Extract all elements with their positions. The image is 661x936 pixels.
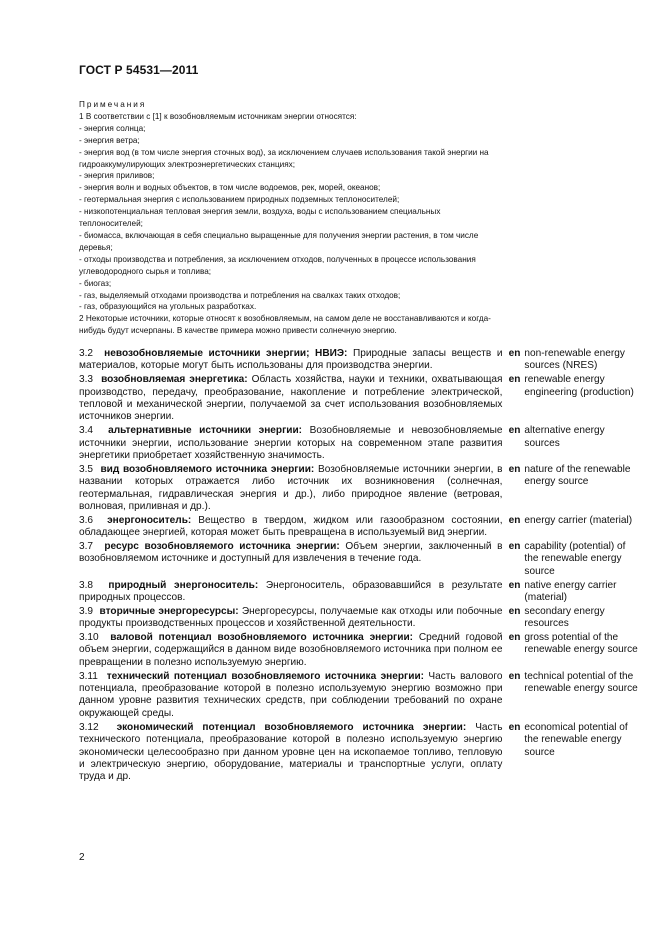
- notes-line: - энергия вод (в том числе энергия сточных вод), за исключением случаев использования такой энергии на гидроаккумулирующих электроэнергетических станциях;: [79, 147, 489, 169]
- notes-line: 2 Некоторые источники, которые относят к возобновляемым, на самом деле не восстанавливаются и когда-нибудь будут исчерпаны. В качестве примера можно привести солнечную энергию.: [79, 314, 491, 336]
- term-number: 3.5: [79, 463, 94, 475]
- lang-label: en: [508, 632, 521, 644]
- notes-line: - энергия ветра;: [79, 135, 140, 145]
- term-english: secondary energy resources: [524, 605, 605, 630]
- notes-line: - энергия волн и водных объектов, в том числе водоемов, рек, морей, океанов;: [79, 183, 381, 193]
- term-number: 3.11: [79, 670, 98, 682]
- term-english: nature of the renewable energy source: [524, 463, 631, 488]
- term-title: энергоноситель:: [107, 514, 192, 526]
- term-entry: [79, 671, 642, 721]
- term-title: вид возобновляемого источника энергии:: [100, 463, 315, 475]
- lang-label: en: [508, 425, 521, 437]
- term-definition: Средний годовой объем энергии, содержащийся в данном виде возобновляемого источника при полном ее превращении в полезно используемую энергию.: [79, 632, 503, 668]
- term-entry: [79, 464, 642, 514]
- term-title: возобновляемая энергетика:: [101, 374, 248, 386]
- term-english: economical potential of the renewable energy source: [524, 721, 628, 758]
- notes-line: - энергия солнца;: [79, 123, 146, 133]
- term-english: capability (potential) of the renewable energy source: [524, 541, 626, 577]
- lang-label: en: [508, 721, 521, 733]
- term-title: альтернативные источники энергии:: [108, 425, 303, 437]
- lang-label: en: [508, 374, 521, 386]
- term-definition: Энергоресурсы, получаемые как отходы или побочные продукты производственных процессов и хозяйственной деятельности.: [79, 605, 503, 630]
- term-definition: Природные запасы веществ и материалов, которые могут быть использованы для производства энергии.: [79, 348, 503, 372]
- page-number: 2: [79, 852, 85, 863]
- term-number: 3.12: [79, 721, 99, 733]
- term-entry: [79, 580, 642, 605]
- lang-label: en: [508, 463, 521, 475]
- term-entry: [79, 348, 642, 373]
- term-number: 3.8: [79, 579, 94, 591]
- lang-label: en: [508, 514, 521, 526]
- term-definition: Энергоноситель, образовавшийся в результате природных процессов.: [79, 579, 503, 604]
- term-definition: Возобновляемые и невозобновляемые источники энергии, использование энергии которых на современном этапе развития энергетики приобретает хозяйственную значимость.: [79, 425, 503, 462]
- term-number: 3.7: [79, 541, 94, 553]
- lang-label: en: [508, 348, 521, 359]
- term-title: ресурс возобновляемого источника энергии:: [104, 541, 340, 553]
- term-english: non-renewable energy sources (NRES): [524, 348, 625, 372]
- lang-label: en: [508, 541, 521, 553]
- term-entry: [79, 541, 642, 578]
- terms-list: [79, 348, 642, 785]
- term-definition: Возобновляемые источники энергии, в названии которых отражается либо источник их возникновения (солнечная, геотермальная, гидравлическая энергия и др.), либо природное явление (ветровая, волновая, приливная и др.).: [79, 463, 503, 513]
- term-number: 3.6: [79, 514, 94, 526]
- term-english: renewable energy engineering (production): [524, 374, 634, 398]
- term-definition: Часть технического потенциала, преобразование которой в полезно используемую энергию экономически целесообразно при данном уровне цен на ископаемое топливо, тепловую и электрическую энергию, оборудование, материалы и транспортные услуги, оплату труда и др.: [79, 721, 503, 783]
- term-number: 3.3: [79, 374, 94, 386]
- term-number: 3.2: [79, 348, 94, 359]
- term-number: 3.4: [79, 425, 94, 437]
- term-title: валовой потенциал возобновляемого источника энергии:: [110, 632, 414, 644]
- term-entry: [79, 374, 642, 424]
- notes-line: - геотермальная энергия с использованием природных подземных теплоносителей;: [79, 195, 400, 205]
- term-entry: [79, 606, 642, 631]
- term-definition: Вещество в твердом, жидком или газообразном состоянии, обладающее энергией, которая может быть превращена в используемый вид энергии.: [79, 514, 503, 539]
- term-entry: [79, 425, 642, 462]
- term-english: gross potential of the renewable energy source: [524, 632, 638, 656]
- term-english: energy carrier (material): [524, 514, 633, 526]
- notes-block: [79, 99, 505, 337]
- term-title: природный энергоноситель:: [108, 579, 259, 591]
- term-definition: Объем энергии, заключенный в возобновляемом источнике и доступный для извлечения в течение года.: [79, 541, 503, 565]
- term-english: technical potential of the renewable energy source: [524, 670, 638, 695]
- notes-line: - газ, образующийся на угольных разработках.: [79, 302, 257, 312]
- lang-label: en: [508, 579, 521, 591]
- term-title: технический потенциал возобновляемого источника энергии:: [106, 670, 425, 682]
- notes-line: - биогаз;: [79, 278, 112, 288]
- term-title: вторичные энергоресурсы:: [99, 605, 239, 617]
- term-title: невозобновляемые источники энергии; НВИЭ:: [104, 348, 348, 359]
- term-english: native energy carrier (material): [524, 579, 617, 604]
- notes-line: - отходы производства и потребления, за исключением отходов, полученных в процессе использования углеводородного сырья и топлива;: [79, 254, 476, 276]
- notes-title: Примечания: [79, 100, 147, 109]
- notes-line: 1 В соответствии с [1] к возобновляемым источникам энергии относятся:: [79, 111, 357, 121]
- notes-line: - низкопотенциальная тепловая энергия земли, воздуха, воды с использованием специальных теплоносителей;: [79, 207, 441, 229]
- term-number: 3.9: [79, 605, 94, 617]
- term-entry: [79, 632, 642, 669]
- term-definition: Область хозяйства, науки и техники, охватывающая производство, передачу, преобразование, накопление и потребление электрической, тепловой и механической энергии, получаемой за счет использования возобновляемых источников энергии.: [79, 374, 503, 423]
- term-number: 3.10: [79, 632, 99, 644]
- term-title: экономический потенциал возобновляемого источника энергии:: [116, 721, 467, 733]
- lang-label: en: [508, 605, 521, 617]
- term-definition: Часть валового потенциала, преобразование которой в полезно используемую энергию возможно при данном уровне развития технических средств, при соблюдении требований по охране окружающей среды.: [79, 670, 503, 719]
- term-english: alternative energy sources: [524, 425, 605, 449]
- notes-line: - биомасса, включающая в себя специально выращенные для получения энергии растения, в том числе деревья;: [79, 230, 479, 252]
- lang-label: en: [508, 670, 521, 682]
- term-entry: [79, 722, 642, 784]
- document-header: ГОСТ Р 54531—2011: [79, 63, 199, 77]
- notes-line: - энергия приливов;: [79, 171, 155, 181]
- notes-line: - газ, выделяемый отходами производства и потребления на свалках таких отходов;: [79, 290, 401, 300]
- term-entry: [79, 515, 642, 540]
